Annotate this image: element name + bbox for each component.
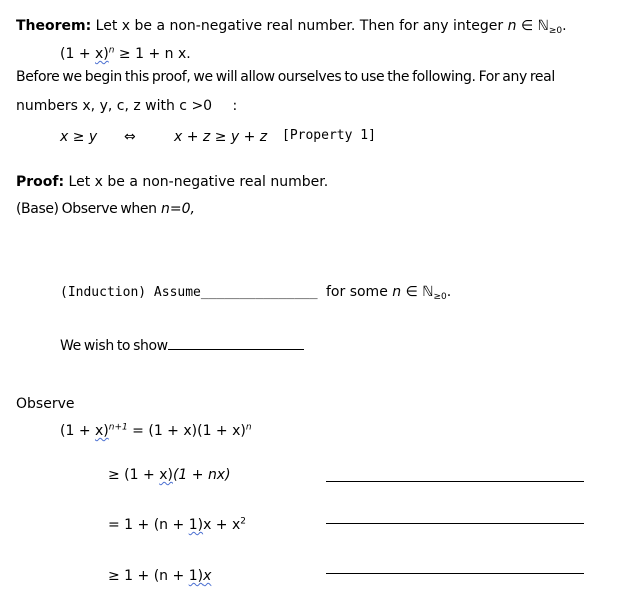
proof-line xyxy=(16,173,328,191)
preface-line-2 xyxy=(16,97,237,115)
step2-justification-blank[interactable] xyxy=(326,523,584,524)
theorem-set xyxy=(538,18,563,34)
step1-a: ≥ (1 + xyxy=(108,467,160,483)
property-label: [Property 1] xyxy=(282,128,376,143)
theorem-line xyxy=(16,17,567,36)
theorem-text: Let x be a non-negative real number. Then for any integer xyxy=(95,18,504,34)
step1-b: (1 + nx) xyxy=(172,467,231,483)
base-text: (Base) Observe when xyxy=(16,201,157,217)
derivation-step3 xyxy=(108,567,211,585)
wish-text: We wish to show xyxy=(60,338,168,354)
derivation-step1 xyxy=(108,466,231,484)
step3-one: 1) xyxy=(188,568,204,584)
theorem-var-n: n xyxy=(507,18,517,34)
claim-lhs-open: (1 + xyxy=(60,46,95,62)
preface-line-1: Before we begin this proof, we will allow ourselves to use the following. For any real xyxy=(16,69,555,85)
eq1-exponent: n+1 xyxy=(108,422,128,433)
base-condition: n=0, xyxy=(161,201,196,217)
derivation-eq1 xyxy=(60,422,252,440)
theorem-period: . xyxy=(562,18,567,34)
preface-colon: : xyxy=(232,98,238,114)
base-line xyxy=(16,200,195,218)
induction-period: . xyxy=(446,284,452,300)
step3-x: x xyxy=(203,568,212,584)
proof-text: Let x be a non-negative real number. xyxy=(68,174,329,190)
induction-set xyxy=(422,284,447,300)
theorem-set-subscript: ≥0 xyxy=(548,26,563,36)
eq1-open: (1 + xyxy=(60,423,95,439)
claim-exponent: n xyxy=(108,45,115,56)
step2-one: 1) xyxy=(188,517,204,533)
eq1-rest: = (1 + x)(1 + x) xyxy=(127,423,246,439)
induction-text: (Induction) Assume xyxy=(60,285,201,300)
proof-label: Proof: xyxy=(16,174,65,190)
eq1-rest-exponent: n xyxy=(245,422,252,433)
preface-line-2-text: numbers x, y, c, z with c >0 xyxy=(16,98,213,114)
step2-a: = 1 + (n + xyxy=(108,517,189,533)
theorem-label: Theorem: xyxy=(16,18,92,34)
induction-for-some: for some xyxy=(326,284,388,300)
step2-exponent: 2 xyxy=(240,516,246,527)
induction-var-n: n xyxy=(392,284,402,300)
wish-blank[interactable] xyxy=(168,337,304,350)
step1-justification-blank[interactable] xyxy=(326,481,584,482)
derivation-step2 xyxy=(108,516,246,534)
step3-a: ≥ 1 + (n + xyxy=(108,568,189,584)
eq1-x: x) xyxy=(95,423,109,439)
claim-x: x) xyxy=(95,46,109,62)
property-right: x + z ≥ y + z xyxy=(174,129,268,145)
wish-line xyxy=(60,337,304,355)
naturals-symbol: ℕ xyxy=(537,19,549,34)
induction-elem: ∈ xyxy=(405,284,418,300)
induction-blank[interactable]: _______________ xyxy=(200,285,318,300)
step3-justification-blank[interactable] xyxy=(326,573,584,574)
claim-rhs: ≥ 1 + n x. xyxy=(118,46,191,62)
property-iff: ⇔ xyxy=(124,129,136,145)
induction-line xyxy=(60,283,451,302)
step2-b: x + x xyxy=(203,517,241,533)
theorem-elem: ∈ xyxy=(520,18,534,34)
induction-set-subscript: ≥0 xyxy=(433,292,447,302)
step1-x: x) xyxy=(159,467,173,483)
observe-label: Observe xyxy=(16,396,75,412)
naturals-symbol: ℕ xyxy=(422,285,434,300)
property-left: x ≥ y xyxy=(60,129,98,145)
claim-formula xyxy=(60,45,191,63)
